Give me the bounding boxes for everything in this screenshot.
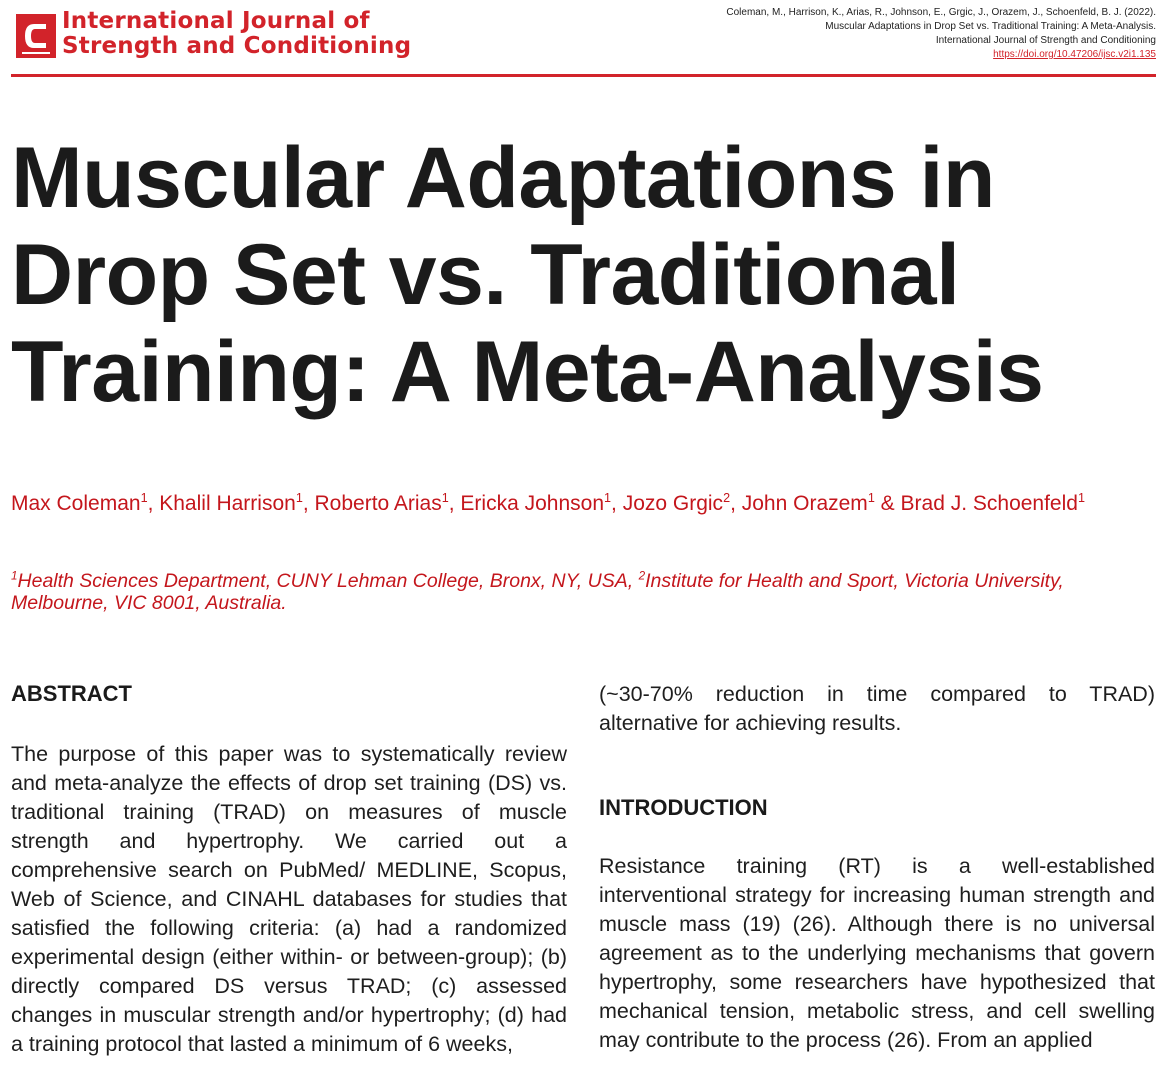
citation-journal: International Journal of Strength and Conditioning [935,35,1156,46]
author-separator: , [448,492,461,515]
author-separator: , [302,492,315,515]
author-separator: , [147,492,160,515]
author-name: Brad J. Schoenfeld [900,492,1078,515]
title-line-1: Muscular Adaptations in [11,130,995,226]
title-line-2: Drop Set vs. Traditional [11,227,960,323]
author-affiliation-marker: 1 [441,491,449,505]
author-name: Ericka Johnson [460,492,604,515]
citation-block [726,6,1156,62]
author-name: Roberto Arias [314,492,442,515]
author-affiliation-marker: 1 [295,491,303,505]
author-name: John Orazem [741,492,868,515]
doi-link[interactable]: https://doi.org/10.47206/ijsc.v2i1.135 [993,49,1156,60]
author-affiliation-marker: 1 [1077,491,1085,505]
affiliation-text: Institute for Health and Sport, Victoria University, Melbourne, VIC 8001, Australia. [11,570,1070,614]
author-affiliation-marker: 1 [867,491,875,505]
title-line-3: Training: A Meta-Analysis [11,324,1044,420]
author-affiliation-marker: 1 [140,491,148,505]
author-separator: & [874,492,901,515]
abstract-column [11,680,567,1059]
author-name: Khalil Harrison [159,492,296,515]
article-title [11,130,1151,421]
author-affiliation-marker: 2 [723,491,731,505]
author-separator: , [730,492,742,515]
journal-name-line2: Strength and Conditioning [62,33,412,59]
affiliation-number: 1 [11,569,18,583]
masthead [0,0,1170,80]
author-affiliation-marker: 1 [604,491,612,505]
abstract-continuation: (~30-70% reduction in time compared to TRAD) alternative for achieving results. [599,682,1155,735]
introduction-heading: INTRODUCTION [599,795,768,820]
citation-authors: Coleman, M., Harrison, K., Arias, R., Johnson, E., Grgic, J., Orazem, J., Schoenfeld, B. J. (2022). [726,7,1156,18]
journal-name-line1: International Journal of [62,8,370,34]
affiliation-number: 2 [638,569,646,583]
citation-title: Muscular Adaptations in Drop Set vs. Traditional Training: A Meta-Analysis. [825,21,1156,32]
header-divider [11,74,1156,77]
journal-logo-icon [16,14,56,58]
introduction-text: Resistance training (RT) is a well-established interventional strategy for increasing human strength and muscle mass (19) (26). Although there is no universal agreement as to the underlying mechanisms that govern hypertrophy, some researchers have hypothesized that mechanical tension, metabolic stress, and cell swelling may contribute to the process (26). From an applied [599,854,1155,1052]
affiliation-text: Health Sciences Department, CUNY Lehman College, Bronx, NY, USA, [17,570,639,592]
author-name: Max Coleman [11,492,141,515]
author-name: Jozo Grgic [622,492,724,515]
abstract-text: The purpose of this paper was to systematically review and meta-analyze the effects of drop set training (DS) vs. traditional training (TRAD) on measures of muscle strength and hypertrophy. We carried out a comprehensive search on PubMed/ MEDLINE, Scopus, Web of Science, and CINAHL databases for studies that satisfied the following criteria: (a) had a randomized experimental design (either within- or between-group); (b) directly compared DS versus TRAD; (c) assessed changes in muscular strength and/or hypertrophy; (d) had a training protocol that lasted a minimum of 6 weeks, [11,742,567,1056]
journal-name [62,9,411,59]
author-list [11,490,1141,518]
author-separator: , [611,492,623,515]
affiliations [11,570,1141,614]
abstract-heading: ABSTRACT [11,681,132,706]
